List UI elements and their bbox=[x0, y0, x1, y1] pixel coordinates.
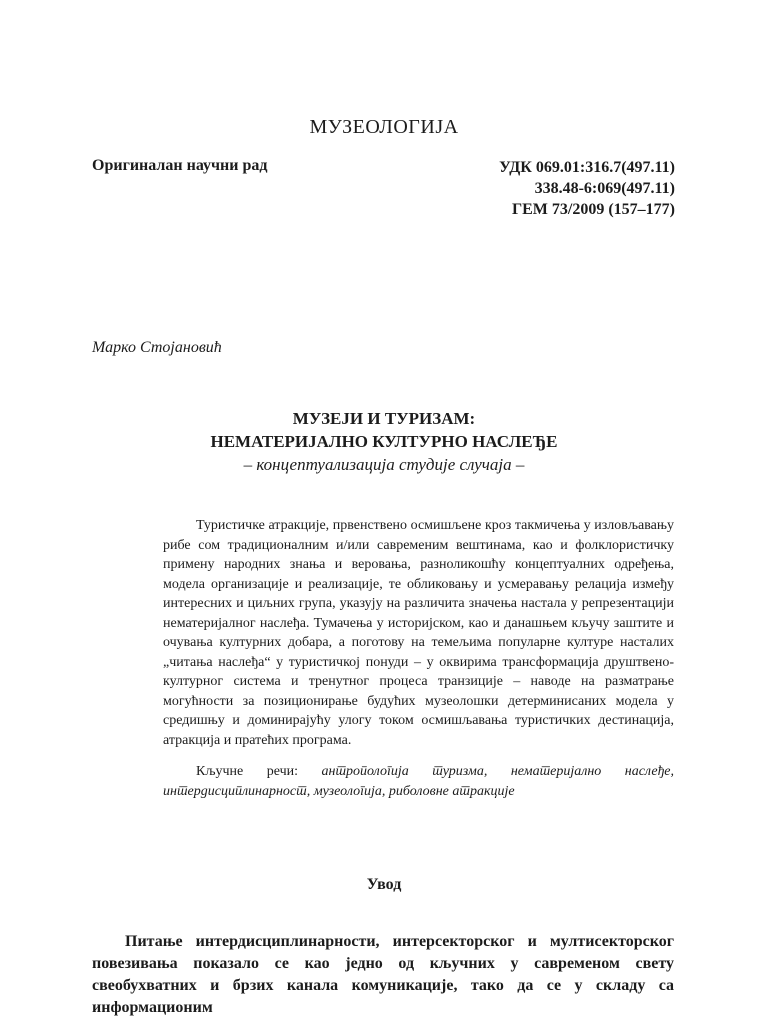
classification-codes bbox=[499, 157, 675, 220]
article-title-line-1: МУЗЕЈИ И ТУРИЗАМ: bbox=[292, 409, 476, 428]
article-subtitle: – концептуализација студије случаја – bbox=[243, 455, 525, 474]
paper-type-label: Оригиналан научни рад bbox=[92, 157, 268, 174]
keywords-list: антропологија туризма, нематеријално наслеђе, интердисциплинарност, музеологија, риболовне атракције bbox=[163, 764, 675, 799]
udc-code-1: УДК 069.01:316.7(497.11) bbox=[499, 159, 675, 176]
keywords-paragraph bbox=[163, 762, 674, 801]
intro-body bbox=[92, 931, 674, 1019]
intro-paragraph: Питање интердисциплинарности, интерсекторског и мултисекторског повезивања показало се као једно од кључних у савременом свету свеобухватних и брзих канала комуникације, тако да се у складу са информационим bbox=[92, 933, 674, 1016]
keywords bbox=[163, 762, 674, 801]
article-title-block bbox=[0, 407, 768, 476]
article-title-line-2: НЕМАТЕРИЈАЛНО КУЛТУРНО НАСЛЕЂЕ bbox=[210, 432, 558, 451]
journal-reference: ГЕМ 73/2009 (157–177) bbox=[511, 201, 675, 218]
author-name: Марко Стојановић bbox=[92, 339, 222, 356]
keywords-label: Кључне речи: bbox=[196, 764, 299, 779]
section-title: МУЗЕОЛОГИЈА bbox=[309, 116, 459, 138]
intro-heading: Увод bbox=[366, 876, 402, 893]
abstract bbox=[163, 516, 674, 750]
udc-code-2: 338.48-6:069(497.11) bbox=[534, 180, 675, 197]
abstract-text: Туристичке атракције, првенствено осмишљене кроз такмичења у изловљавању рибе сом традиционалним и/или савременим вештинама, као и фолклористичку примену народних знања и веровања, разноликошћу концептуалних одређења, модела организације и реализације, те обликовању и усмеравању релација између интересних и циљних група, указују на различита значења настала у репрезентацији нематеријалног наслеђа. Тумачења у историјском, као и данашњем кључу заштите и очувања културних добара, а поготову на темељима популарне културе насталих „читања наслеђа“ у туристичкој понуди – у оквирима трансформација друштвено-културног система и тренутног процеса транзиције – наводе на разматрање могућности за позиционирање будућих музеолошки детерминисаних модела у средишњу и доминирајућу улогу током осмишљавања туристичких дестинација, атракција и пратећих програма. bbox=[163, 518, 674, 748]
